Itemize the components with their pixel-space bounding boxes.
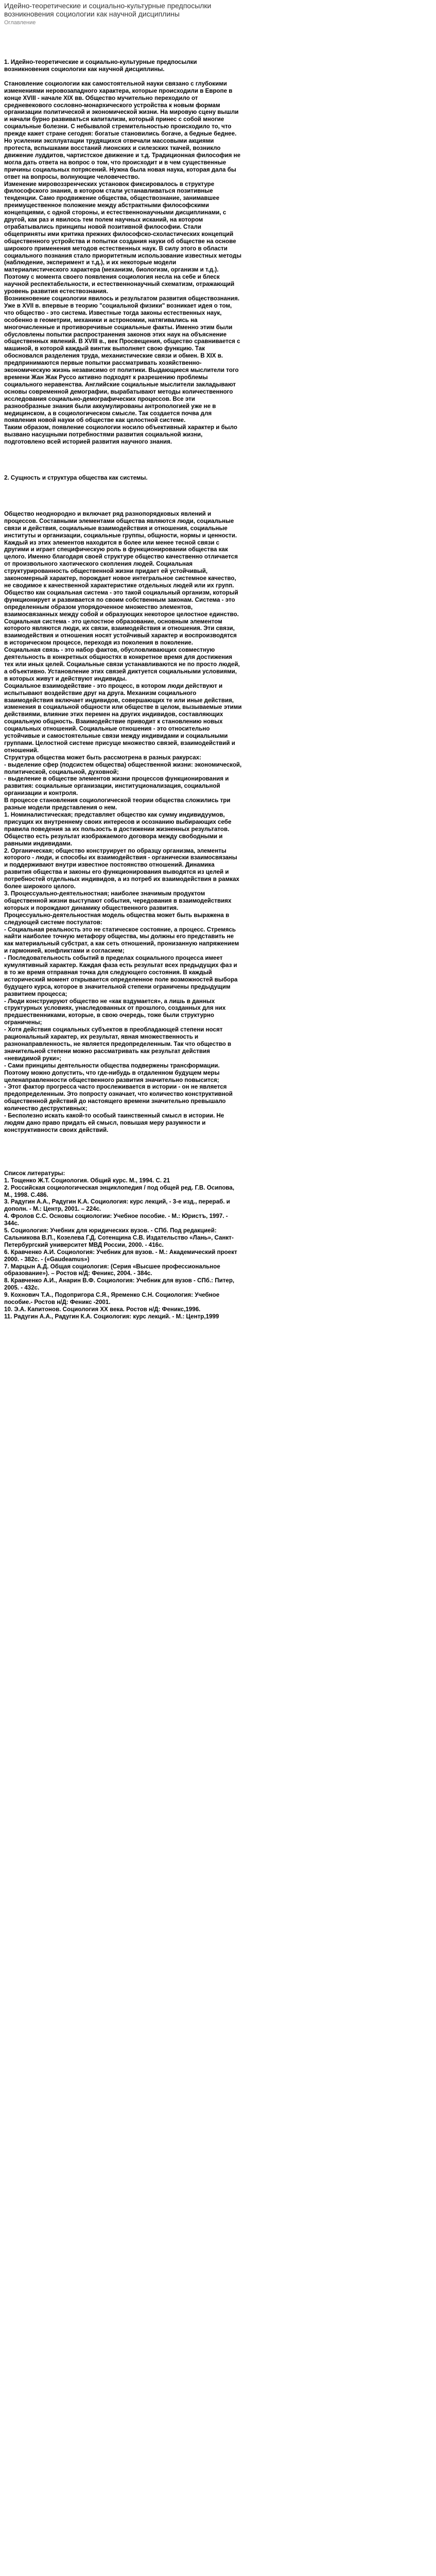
section-2-paragraph: Общество как социальная система - это такой социальный организм, который функционирует и развивается по своим собственным законам. Система - это определенным образом упорядоченное множество элементов, взаимосвязанных между собой и образующих некоторое целостное единство. Социальная система - это целостное образование, основным элементом которого являются люди, их связи, взаимодействия и отношения. Эти связи, взаимодействия и отношения носят устойчивый характер и воспроизводятся в историческом процессе, переходя из поколения в поколение. xyxy=(4,589,239,647)
reference-item: 8. Кравченко А.И., Анарин В.Ф. Социология: Учебник для вузов - СПб.: Питер, 2005. - 432с. xyxy=(4,1277,235,1292)
section-2-paragraph: В процессе становления социологической теории общества сложились три разные модели представления о нем. xyxy=(4,797,231,811)
reference-item: 1. Тощенко Ж.Т. Социология. Общий курс. М., 1994. С. 21 xyxy=(4,1177,170,1184)
section-1-paragraph: Изменение мировоззренческих установок фиксировалось в структуре философского знания, в котором стали устанавливаться позитивные тенденции. Само продвижение общества, обществознание, занимавшее преимущественное положение между абстрактными философскими концепциями, с одной стороны, и естественнонаучными дисциплинами, с другой, как раз и явилось тем полем научных исканий, на котором отрабатывались принципы новой позитивной философии. Стали общеприняты ими критика прежних философско-схоластических концепций общественного устройства и попытки создания науки об обществе на основе широкого применения методов естественных наук. В силу этого в области социального познания стало приоритетным использование известных методы (наблюдение, эксперимент и т.д.), и их некоторые модели материалистического характера (механизм, биологизм, организм и т.д.). Поэтому с момента своего появления социология несла на себе и блеск научной респектабельности, и естественнонаучный схематизм, отражающий уровень развития естествознания. xyxy=(4,180,242,295)
reference-item: 3. Радугин А.А., Радугин К.А. Социология: курс лекций, - 3-е изд., перераб. и дополн. - М.: Центр, 2001. – 224с. xyxy=(4,1198,230,1213)
section-2-paragraph: - Последовательность событий в пределах социального процесса имеет кумулятивный характер. Каждая фаза есть результат всех предыдущих фаз и в то же время отправная точка для следующего состояния. В каждый исторический момент открывается определенное поле возможностей выбора будущего курса, которое в значительной степени ограничены предыдущим развитием процесса; xyxy=(4,955,238,997)
reference-item: 9. Кохнович Т.А., Подопригора С.Я., Яременко С.Н. Социология: Учебное пособие.- Ростов н/Д: Феникс -2001. xyxy=(4,1292,220,1306)
section-2-paragraph: - Сами принципы деятельности общества подвержены трансформации. Поэтому можно допустить, что где-нибудь в отдаленном будущем меры целенаправленности общественного развития значительно повысится; xyxy=(4,1062,220,1083)
section-2-paragraph: 2. Органическая; общество конструирует по образцу организма, элементы которого - люди, и способы их взаимодействия - органически взаимосвязаны и поддерживают внутри известное постоянство отношений. Динамика развития общества и законы его функционирования выводятся из целей и потребностей отдельных индивидов, а из потреб их взаимодействия в рамках более широкого целого. xyxy=(4,847,239,890)
section-2-paragraph: - Социальная реальность это не статическое состояние, а процесс. Стремясь найти наиболее точную метафору общества, мы должны его представить не как материальный субстрат, а как сеть отношений, пронизанную напряжением и гармонией, конфликтами и согласием; xyxy=(4,926,239,955)
section-1 xyxy=(4,59,242,446)
document-body xyxy=(4,59,242,1320)
reference-item: 11. Радугин А.А., Радугин К.А. Социология: курс лекций. - М.: Центр,1999 xyxy=(4,1313,219,1320)
section-2-paragraph: - выделение в обществе элементов жизни процессов функционирования и развития: социальные организации, институционализация, социальной организации и контроля. xyxy=(4,775,229,797)
section-1-paragraph: Возникновение социологии явилось и результатом развития обществознания. Уже в XVII в. впервые в теорию "социальной физики" возникает идея о том, что общество - это система. Известные тогда законы естественных наук, особенно в геометрии, механики и астрономии, натягивались на многочисленные и противоречивые социальные факты. Именно этим были обусловлены попытки распространения законов этих наук на объяснение общественных явлений. В XVIII в., век Просвещения, общество сравнивается с машиной, в которой каждый винтик выполняет свою функцию. Так обосновался разделения труда, механистические связи и обмен. В XIX в. предпринимаются первые попытки рассматривать хозяйственно-экономическую жизнь независимо от политики. Выдающиеся мыслители того времени Жан Жак Руссо активно подходят к разрешению проблемы социального неравенства. Английские социальные мыслители закладывают основы современной демографии, вырабатывают методы количественного исследования социально-демографических процессов. Все эти разнообразные знания были аккумулированы антропологией уже не в медицинском, а в социологическом смысле. Так создается почва для появления новой науки об обществе как целостной системе. xyxy=(4,295,240,424)
section-2-paragraph: 3. Процессуально-деятельностная; наиболее значимым продуктом общественной жизни выступают события, чередования в взаимодействиях которых и порождают динамику общественного развития. xyxy=(4,890,232,911)
reference-item: 2. Российская социологическая энциклопедия / под общей ред. Г.В. Осипова, М., 1998. С.486. xyxy=(4,1184,235,1198)
section-2-paragraph: - Хотя действия социальных субъектов в преобладающей степени носят рациональный характер, их результат, явная множественность и разнонаправленность, не является предопределенным. Так что общество в значительной степени можно рассматривать как результат действия «невидимой руки»; xyxy=(4,1026,232,1062)
reference-item: 6. Кравченко А.И. Социология: Учебник для вузов. - М.: Академический проект 2000. - 382с. - («Gaudeamus») xyxy=(4,1248,237,1263)
section-2-heading: 2. Сущность и структура общества как системы. xyxy=(4,474,148,482)
reference-item: 7. Марцын А.Д. Общая социология: (Серия «Высшее профессиональное образование»). – Ростов н/Д: Феникс, 2004. - 384с. xyxy=(4,1263,220,1277)
reference-item: 5. Социология: Учебник для юридических вузов. - СПб. Под редакцией: Сальникова В.П., Козелева Г.Д. Сотенщина С.В. Издательство «Лань», Санкт-Петербургский университет МВД России, 2000. - 416с. xyxy=(4,1227,234,1248)
reference-item: 10. Э.А. Капитонов. Социология XX века. Ростов н/Д: Феникс,1996. xyxy=(4,1306,201,1313)
references-section xyxy=(4,1170,242,1320)
reference-item: 4. Фролов С.С. Основы социологии: Учебное пособие. - М.: Юристъ, 1997. - 344с. xyxy=(4,1213,228,1227)
section-1-heading: 1. Идейно-теоретические и социально-культурные предпосылки возникновения социологии как научной дисциплины. xyxy=(4,59,197,73)
section-2-paragraph: 1. Номиналистическая; представляет общество как сумму индивидуумов, присущих их внутреннему своих интересов и осознанию выбирающих себе правила поведения за их пользость в достижении жизненных результатов. Общество есть результат изображаемого договора между свободными и равными индивидами. xyxy=(4,811,232,847)
section-2-paragraph: Процессуально-деятельностная модель общества может быть выражена в следующей системе постулатов: xyxy=(4,911,230,926)
section-2 xyxy=(4,474,242,1134)
section-2-paragraph: - Люди конструируют общество не «как вздумается», а лишь в данных структурных условиях, унаследованных от прошлого, созданных для них предшественниками, которые, в свою очередь, тоже были структурно ограничены; xyxy=(4,997,226,1026)
section-1-paragraph: Становление социологии как самостоятельной науки связано с глубокими изменениями неровозападного характера, которые происходили в Европе в конце XVIII - начале XIX вв. Общество мучительно переходило от средневекового сословно-монархического устройства к новым формам организации политической и экономической жизни. На мировую сцену вышли и начали бурно развиваться капитализм, который принес с собой многие социальные болезни. С небывалой стремительностью происходило то, что прежде кажет стране сегодня: богатые становились богаче, а бедные беднее. Но усилении эксплуатации трудящихся отвечали массовыми акциями протеста, вспышками восстаний лионских и силезских ткачей, возникло движение луддитов, чартистское движение и т.д. Традиционная философия не могла дать ответа на вопрос о том, что происходит и в чем существенные причины социальных потрясений. Нужна была новая наука, которая дала бы ответ на вопросы, волнующие человечество. xyxy=(4,80,241,180)
section-2-paragraph: Социальная связь - это набор фактов, обусловливающих совместную деятельность в конкретных общностях в конкретное время для достижения тех или иных целей. Социальные связи устанавливаются не по просто людей, а объективно. Установление этих связей диктуется социальными условиями, в которых живут и действуют индивиды. xyxy=(4,647,240,682)
section-2-paragraph: Общество неоднородно и включает ряд разнопорядковых явлений и процессов. Составными элементами общества являются люди, социальные связи и действия, социальные взаимодействия и отношения, социальные институты и организации, социальные группы, общности, нормы и ценности. Каждый из этих элементов находится в более или менее тесной связи с другими и играет специфическую роль в функционировании общества как целого. Именно благодаря своей структуре общество качественно отличается от произвольного хаотического скопления людей. Социальная структурированность общественной жизни придает ей устойчивый, закономерный характер, порождает новое интегральное системное качество, не сводимое к качественной характеристике отдельных людей или их групп. xyxy=(4,510,238,589)
section-2-paragraph: Социальное взаимодействие - это процесс, в котором люди действуют и испытывают воздействие друг на друга. Механизм социального взаимодействия включает индивидов, совершающих те или иные действия, изменения в социальной общности или обществе в целом, вызываемые этими действиями, влияние этих перемен на других индивидов, составляющих социальную общность. Взаимодействие приводит к становлению новых социальных отношений. Социальные отношения - это относительно устойчивые и самостоятельные связи между индивидами и социальными группами. Целостной системе присуще множество связей, взаимодействий и отношений. xyxy=(4,682,242,754)
document-title: Идейно-теоретические и социально-культурные предпосылки возникновения социологии как научной дисциплины xyxy=(4,2,212,18)
section-2-paragraph: - выделение сфер (подсистем общества) общественной жизни: экономической, политической, социальной, духовной; xyxy=(4,761,242,775)
references-title: Список литературы: xyxy=(4,1170,65,1177)
section-2-paragraph: - Этот фактор прогресса часто прослеживается в истории - он не является предопределенным. Это попросту означает, что количество конструктивной общественной действий до настоящего времени значительно превышало количество деструктивных; xyxy=(4,1083,233,1112)
section-1-paragraph: Таким образом, появление социологии носило объективный характер и было вызвано насущными потребностями развития социальной жизни, подготовлено всей историей развития научного знания. xyxy=(4,424,237,446)
section-2-paragraph: - Бесполезно искать какой-то особый таинственный смысл в истории. Не людям дано право придать ей смысл, повышая меру разумности и конструктивности своих действий. xyxy=(4,1112,224,1133)
section-2-paragraph: Структура общества может быть рассмотрена в разных ракурсах: xyxy=(4,754,201,761)
toc-label[interactable]: Оглавление xyxy=(4,20,36,26)
